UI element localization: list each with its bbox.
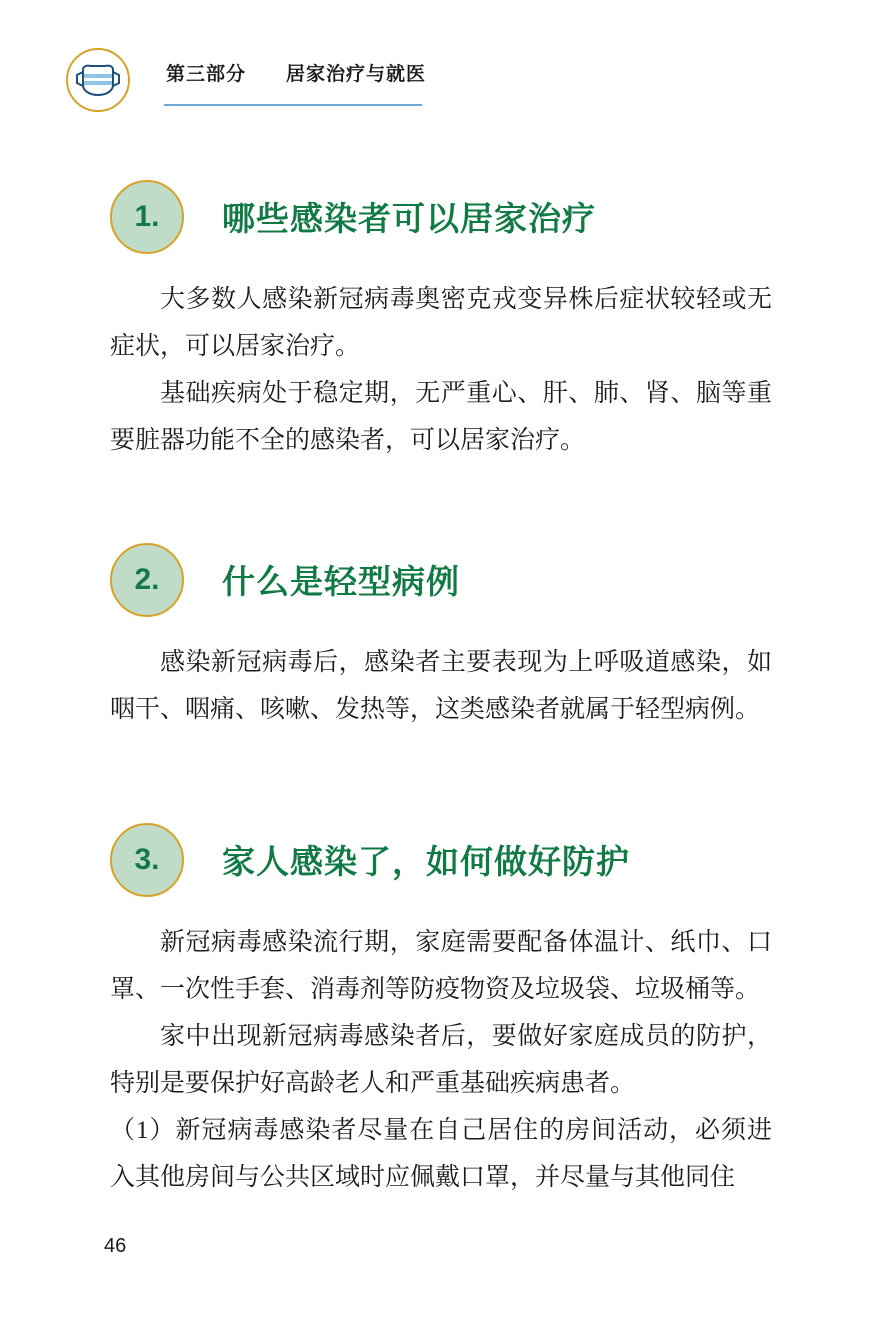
section-3-title: 家人感染了，如何做好防护 [222,843,630,880]
header-title [166,59,426,86]
header-divider [164,104,422,106]
section-3 [0,823,882,1191]
paragraph: 感染新冠病毒后，感染者主要表现为上呼吸道感染，如咽干、咽痛、咳嗽、发热等，这类感染者就属于轻型病例。 [110,649,772,723]
section-2-number-badge: 2. [110,543,184,617]
section-2 [0,543,882,723]
page-number: 46 [104,1235,127,1257]
paragraph: 新冠病毒感染流行期，家庭需要配备体温计、纸巾、口罩、一次性手套、消毒剂等防疫物资及垃圾袋、垃圾桶等。 [110,929,772,1003]
section-1-body [110,276,772,464]
paragraph: 基础疾病处于稳定期，无严重心、肝、肺、肾、脑等重要脏器功能不全的感染者，可以居家治疗。 [110,380,772,454]
paragraph: 家中出现新冠病毒感染者后，要做好家庭成员的防护，特别是要保护好高龄老人和严重基础疾病患者。 [110,1023,772,1097]
section-2-body [110,639,772,733]
paragraph: （1）新冠病毒感染者尽量在自己居住的房间活动，必须进入其他房间与公共区域时应佩戴口罩，并尽量与其他同住 [110,1117,772,1191]
section-2-heading [0,543,882,619]
section-3-body [110,919,772,1201]
paragraph: 大多数人感染新冠病毒奥密克戎变异株后症状较轻或无症状，可以居家治疗。 [110,286,772,360]
face-mask-icon [66,48,130,112]
header-part-title: 居家治疗与就医 [286,64,427,85]
section-3-number-badge: 3. [110,823,184,897]
section-1-heading [0,180,882,256]
section-1 [0,180,882,454]
section-1-number-badge: 1. [110,180,184,254]
page-header [66,48,826,118]
section-3-heading [0,823,882,899]
section-2-title: 什么是轻型病例 [222,563,460,600]
section-1-title: 哪些感染者可以居家治疗 [222,200,596,237]
header-part-label: 第三部分 [166,64,247,85]
